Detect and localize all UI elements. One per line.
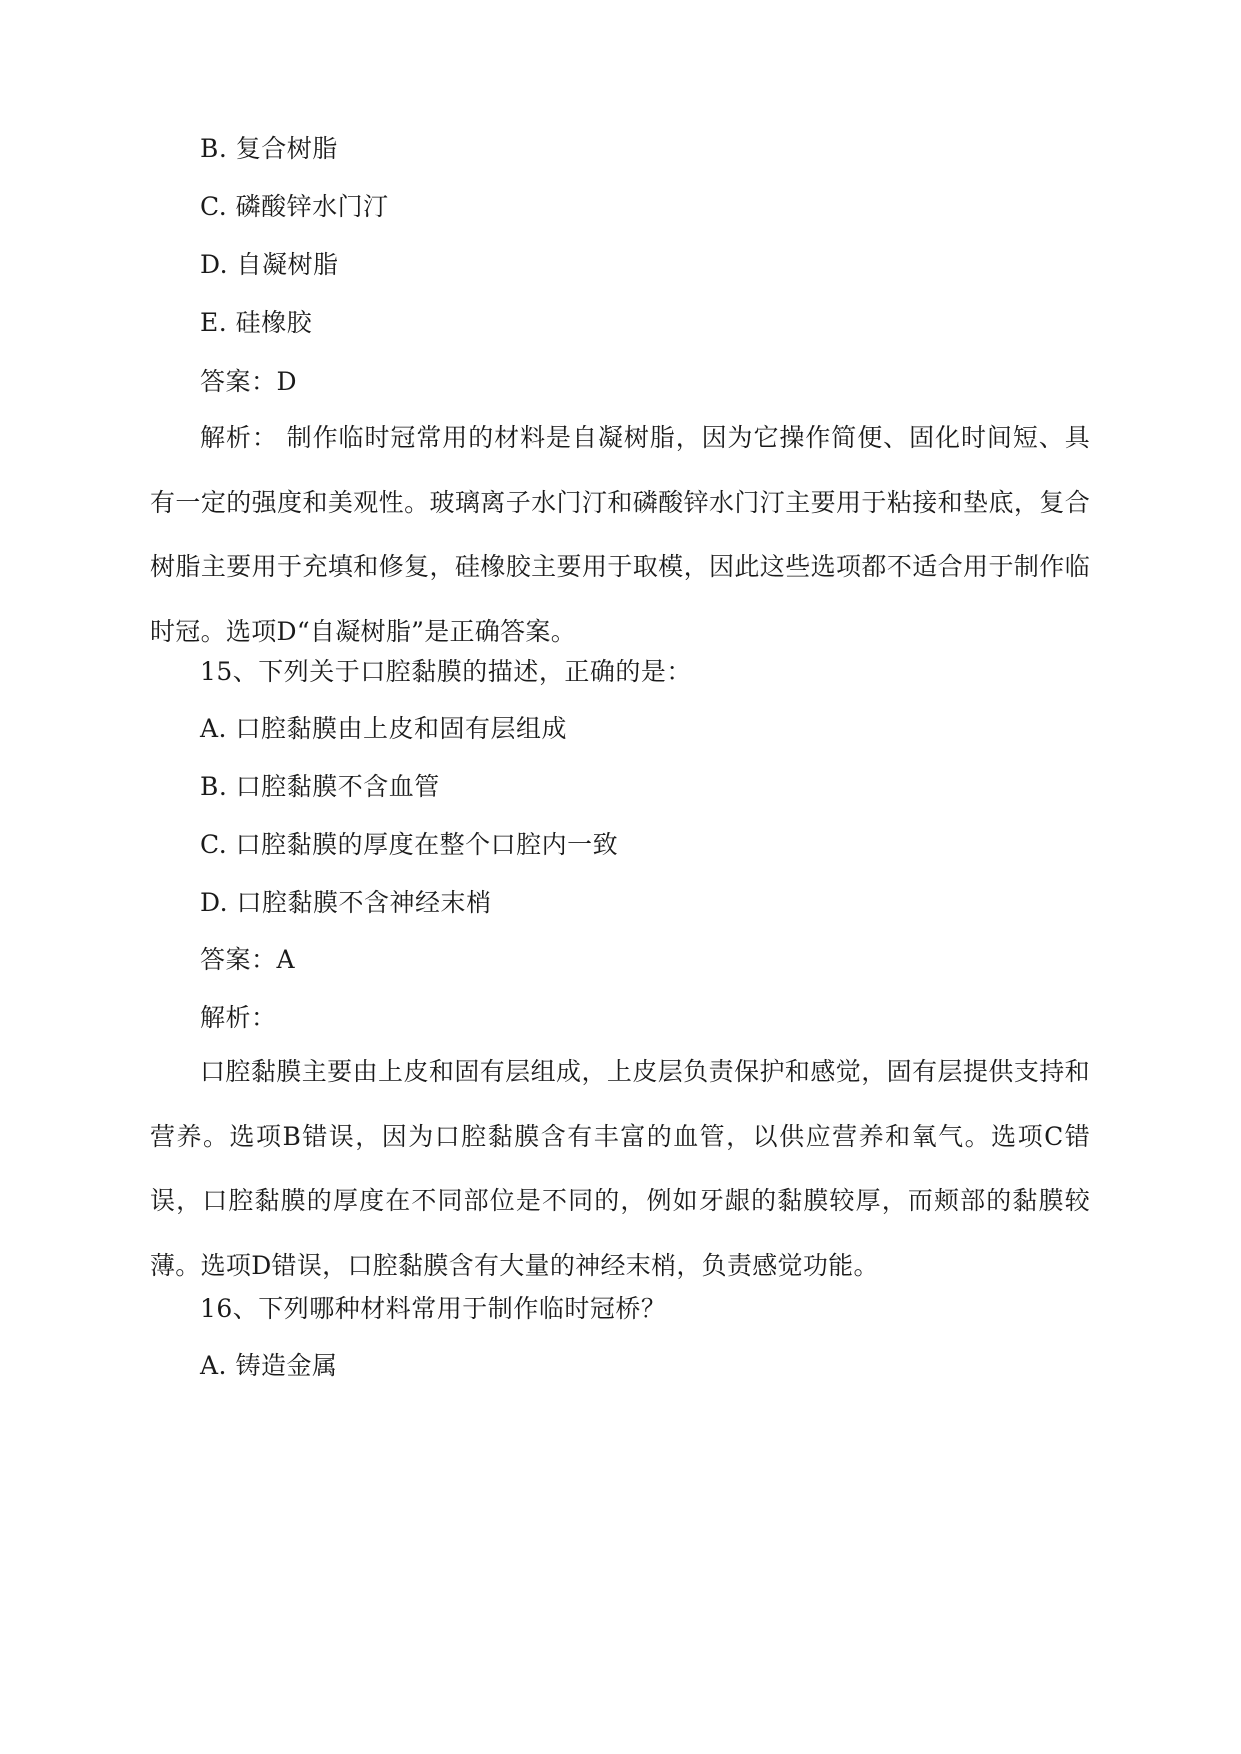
q15-option-d: D. 口腔黏膜不含神经末梢 [200,888,492,917]
q16-option-a: A. 铸造金属 [200,1351,338,1380]
q14-option-d: D. 自凝树脂 [200,250,339,279]
q15-question: 15、下列关于口腔黏膜的描述，正确的是： [200,657,692,686]
q14-option-e: E. 硅橡胶 [200,308,313,337]
q15-explanation-label: 解析： [200,1003,277,1032]
q15-answer: 答案：A [200,945,296,974]
q15-option-a: A. 口腔黏膜由上皮和固有层组成 [200,714,567,743]
q14-option-b: B. 复合树脂 [200,134,338,163]
q16-question: 16、下列哪种材料常用于制作临时冠桥？ [200,1294,667,1323]
q14-explanation: 解析： 制作临时冠常用的材料是自凝树脂，因为它操作简便、固化时间短、具有一定的强度和美观性。玻璃离子水门汀和磷酸锌水门汀主要用于粘接和垫底，复合树脂主要用于充填和修复，硅橡胶主要用于取模，因此这些选项都不适合用于制作临时冠。选项D“自凝树脂”是正确答案。 [150,423,1090,646]
q15-option-c: C. 口腔黏膜的厚度在整个口腔内一致 [200,830,619,859]
q15-option-b: B. 口腔黏膜不含血管 [200,772,440,801]
q15-explanation: 口腔黏膜主要由上皮和固有层组成，上皮层负责保护和感觉，固有层提供支持和营养。选项B错误，因为口腔黏膜含有丰富的血管，以供应营养和氧气。选项C错误，口腔黏膜的厚度在不同部位是不同的，例如牙龈的黏膜较厚，而颊部的黏膜较薄。选项D错误，口腔黏膜含有大量的神经末梢，负责感觉功能。 [150,1057,1090,1280]
q14-answer: 答案：D [200,367,298,396]
q14-option-c: C. 磷酸锌水门汀 [200,192,389,221]
